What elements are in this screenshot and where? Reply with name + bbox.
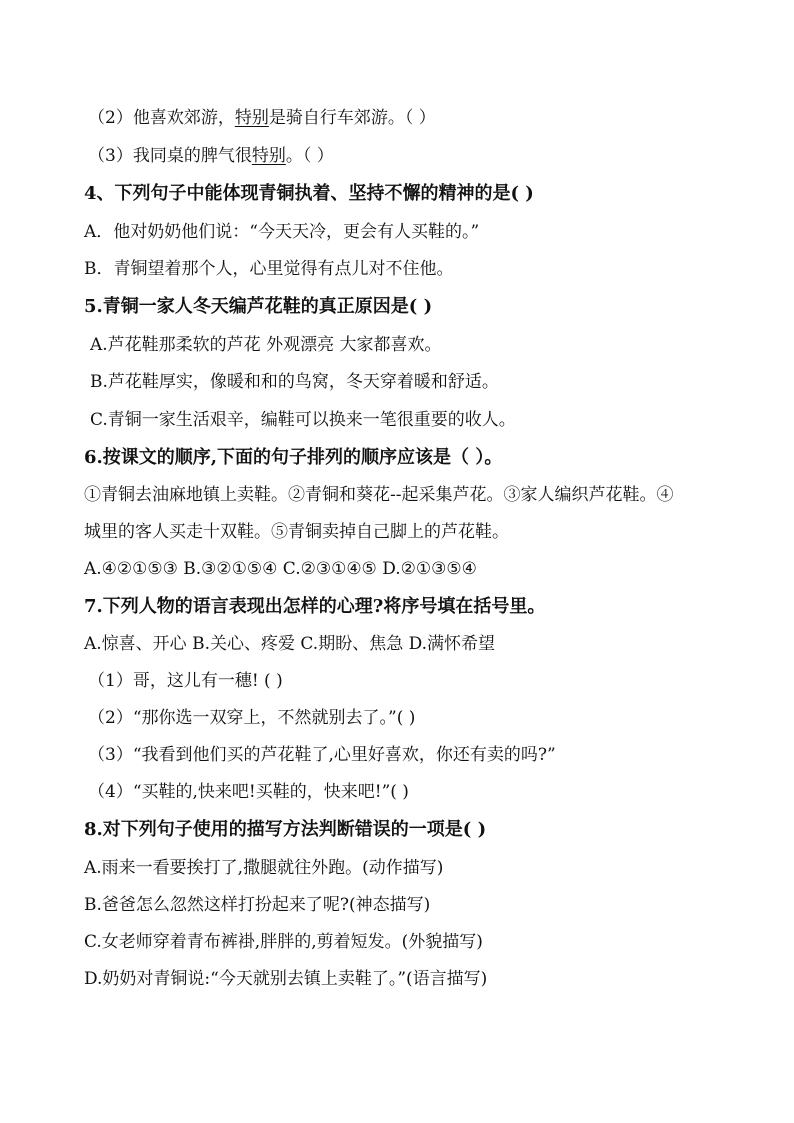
question-8-option-d: D.奶奶对青铜说:“今天就别去镇上卖鞋了。”(语言描写) bbox=[84, 969, 488, 989]
question-5-option-a: A.芦花鞋那柔软的芦花 外观漂亮 大家都喜欢。 bbox=[90, 335, 442, 355]
question-4-option-b: B．青铜望着那个人，心里觉得有点儿对不住他。 bbox=[84, 259, 454, 279]
text-segment: 。（ ） bbox=[285, 146, 334, 166]
question-4-option-a: A．他对奶奶他们说：“今天天冷，更会有人买鞋的。” bbox=[84, 222, 480, 242]
question-7-sentence-2: （2）“那你选一双穿上，不然就别去了。”( ) bbox=[88, 708, 416, 728]
question-6-title: 6.按课文的顺序,下面的句子排列的顺序应该是（ ）。 bbox=[84, 447, 503, 468]
question-7-options: A.惊喜、开心 B.关心、疼爱 C.期盼、焦急 D.满怀希望 bbox=[84, 634, 496, 654]
question-5-option-b: B.芦花鞋厚实，像暖和和的鸟窝，冬天穿着暖和舒适。 bbox=[90, 372, 499, 392]
sub-question-2 bbox=[88, 106, 436, 130]
question-8-title: 8.对下列句子使用的描写方法判断错误的一项是( ) bbox=[84, 819, 487, 840]
text-segment: （2）他喜欢郊游， bbox=[88, 108, 235, 128]
question-6-options: A.④②①⑤③ B.③②①⑤④ C.②③①④⑤ D.②①③⑤④ bbox=[84, 559, 477, 579]
question-7-title: 7.下列人物的语言表现出怎样的心理?将序号填在括号里。 bbox=[84, 596, 546, 617]
text-segment: 是骑自行车郊游。（ ） bbox=[268, 108, 436, 128]
text-segment: （3）我同桌的脾气很 bbox=[88, 146, 252, 166]
underlined-word: 特别 bbox=[234, 108, 269, 128]
question-5-title: 5.青铜一家人冬天编芦花鞋的真正原因是( ) bbox=[84, 296, 433, 317]
question-8-option-a: A.雨来一看要挨打了,撒腿就往外跑。(动作描写) bbox=[84, 858, 444, 878]
question-6-text-1: ①青铜去油麻地镇上卖鞋。②青铜和葵花--起采集芦花。③家人编织芦花鞋。④ bbox=[84, 485, 674, 505]
question-5-option-c: C.青铜一家生活艰辛，编鞋可以换来一笔很重要的收人。 bbox=[90, 410, 516, 430]
sub-question-3 bbox=[88, 144, 334, 168]
question-6-text-2: 城里的客人买走十双鞋。⑤青铜卖掉自己脚上的芦花鞋。 bbox=[84, 522, 509, 542]
question-8-option-c: C.女老师穿着青布裤褂,胖胖的,剪着短发。(外貌描写) bbox=[84, 932, 483, 952]
question-7-sentence-4: （4）“买鞋的,快来吧!买鞋的，快来吧!”( ) bbox=[88, 782, 409, 802]
question-7-sentence-1: （1）哥，这儿有一穗! ( ) bbox=[88, 671, 283, 691]
question-8-option-b: B.爸爸怎么忽然这样打扮起来了呢?(神态描写) bbox=[84, 895, 431, 915]
underlined-word: 特别 bbox=[251, 146, 286, 166]
question-7-sentence-3: （3）“我看到他们买的芦花鞋了,心里好喜欢，你还有卖的吗?” bbox=[88, 745, 556, 765]
question-4-title: 4、下列句子中能体现青铜执着、坚持不懈的精神的是( ) bbox=[84, 183, 534, 204]
